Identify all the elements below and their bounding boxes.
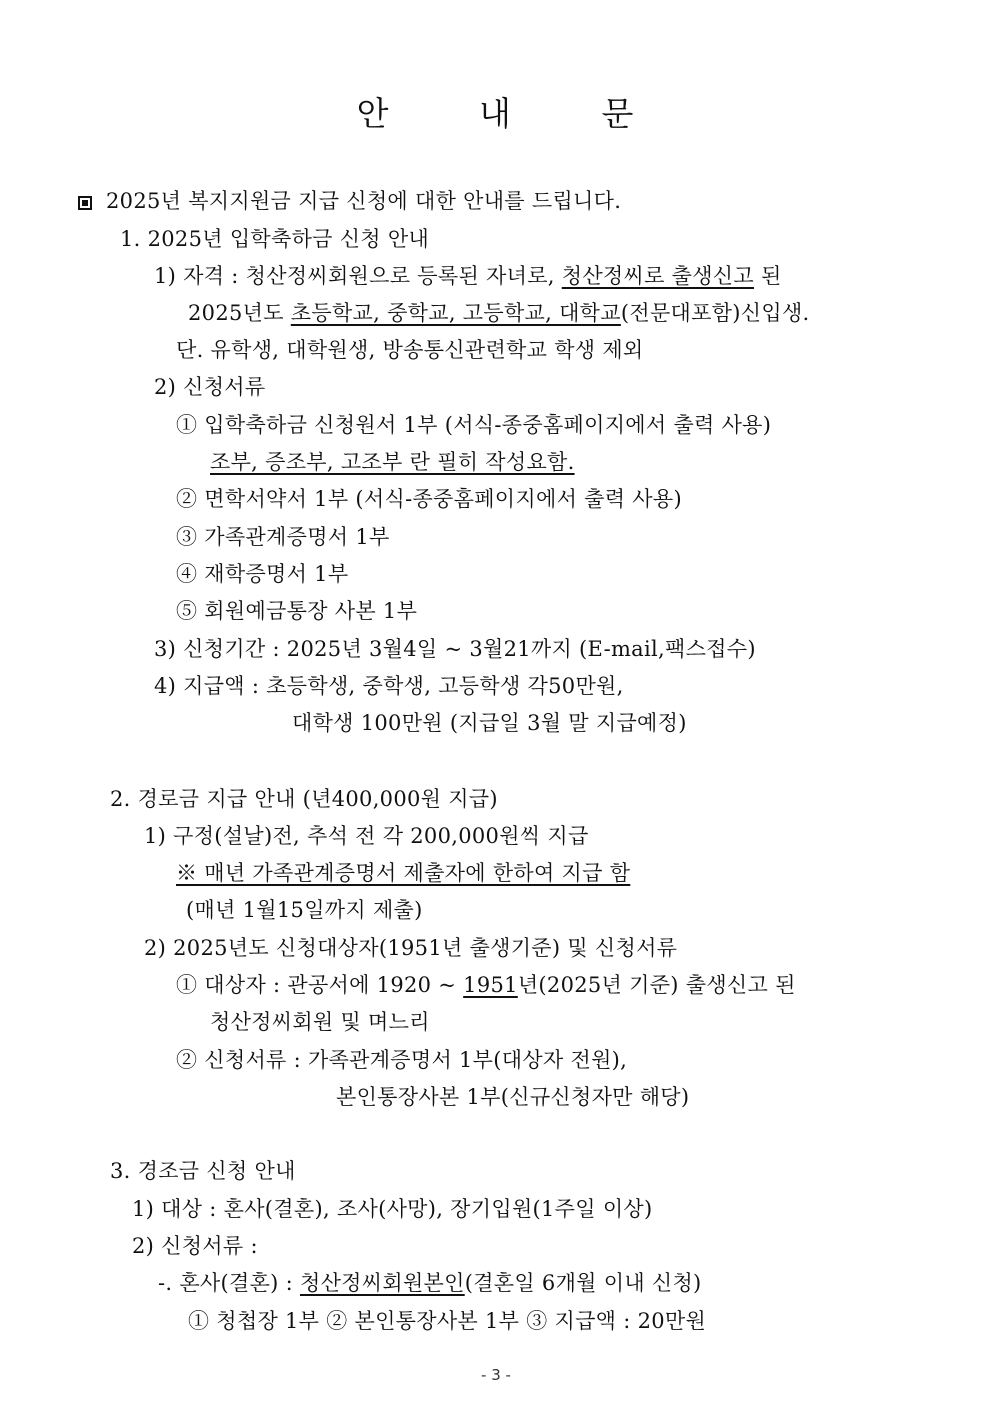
s3-wedding-items: ① 청첩장 1부 ② 본인통장사본 1부 ③ 지급액 : 20만원 [188, 1309, 707, 1333]
s1-amount-2: 대학생 100만원 (지급일 3월 말 지급예정) [292, 711, 687, 735]
intro-line: 2025년 복지지원금 지급 신청에 대한 안내를 드립니다. [78, 186, 621, 216]
s2-line-2: 2) 2025년도 신청대상자(1951년 출생기준) 및 신청서류 [144, 936, 678, 960]
section-2-heading: 2. 경로금 지급 안내 (년400,000원 지급) [110, 787, 498, 811]
s2-line-1: 1) 구정(설날)전, 추석 전 각 200,000원씩 지급 [144, 824, 589, 848]
s1-qualification-2: 2025년도 초등학교, 중학교, 고등학교, 대학교(전문대포함)신입생. [188, 301, 810, 325]
s1-doc-2: ② 면학서약서 1부 (서식-종중홈페이지에서 출력 사용) [176, 487, 682, 511]
s2-docs: ② 신청서류 : 가족관계증명서 1부(대상자 전원), [176, 1048, 628, 1072]
s2-note-2: (매년 1월15일까지 제출) [186, 898, 423, 922]
s1-exclusion: 단. 유학생, 대학원생, 방송통신관련학교 학생 제외 [176, 338, 644, 362]
section-3-heading: 3. 경조금 신청 안내 [110, 1159, 296, 1183]
title-char: 문 [601, 94, 636, 133]
s1-qualification: 1) 자격 : 청산정씨회원으로 등록된 자녀로, 청산정씨로 출생신고 된 [154, 264, 782, 288]
s1-period: 3) 신청기간 : 2025년 3월4일 ~ 3월21까지 (E-mail,팩스접수) [154, 637, 756, 661]
s1-doc-3: ③ 가족관계증명서 1부 [176, 525, 390, 549]
s3-wedding: -. 혼사(결혼) : 청산정씨회원본인(결혼일 6개월 이내 신청) [158, 1271, 702, 1295]
section-1-heading: 1. 2025년 입학축하금 신청 안내 [120, 227, 430, 251]
s2-note: ※ 매년 가족관계증명서 제출자에 한하여 지급 함 [176, 861, 631, 885]
s1-docs-heading: 2) 신청서류 [154, 375, 266, 399]
square-bullet-icon [78, 196, 92, 210]
s2-target: ① 대상자 : 관공서에 1920 ~ 1951년(2025년 기준) 출생신고 된 [176, 973, 796, 997]
s1-doc-4: ④ 재학증명서 1부 [176, 562, 349, 586]
s2-target-2: 청산정씨회원 및 며느리 [210, 1010, 430, 1034]
page-number: - 3 - [481, 1366, 511, 1384]
title-char: 내 [479, 94, 513, 133]
s1-amount: 4) 지급액 : 초등학생, 중학생, 고등학생 각50만원, [154, 674, 624, 698]
s1-doc-1: ① 입학축하금 신청원서 1부 (서식-종중홈페이지에서 출력 사용) [176, 413, 772, 437]
title-char: 안 [356, 94, 391, 133]
s3-docs-heading: 2) 신청서류 : [132, 1234, 258, 1258]
s1-doc-1-note: 조부, 증조부, 고조부 란 필히 작성요함. [210, 450, 575, 474]
s1-doc-5: ⑤ 회원예금통장 사본 1부 [176, 599, 418, 623]
page-title [0, 88, 992, 135]
s3-target: 1) 대상 : 혼사(결혼), 조사(사망), 장기입원(1주일 이상) [132, 1197, 653, 1221]
s2-docs-2: 본인통장사본 1부(신규신청자만 해당) [336, 1085, 690, 1109]
